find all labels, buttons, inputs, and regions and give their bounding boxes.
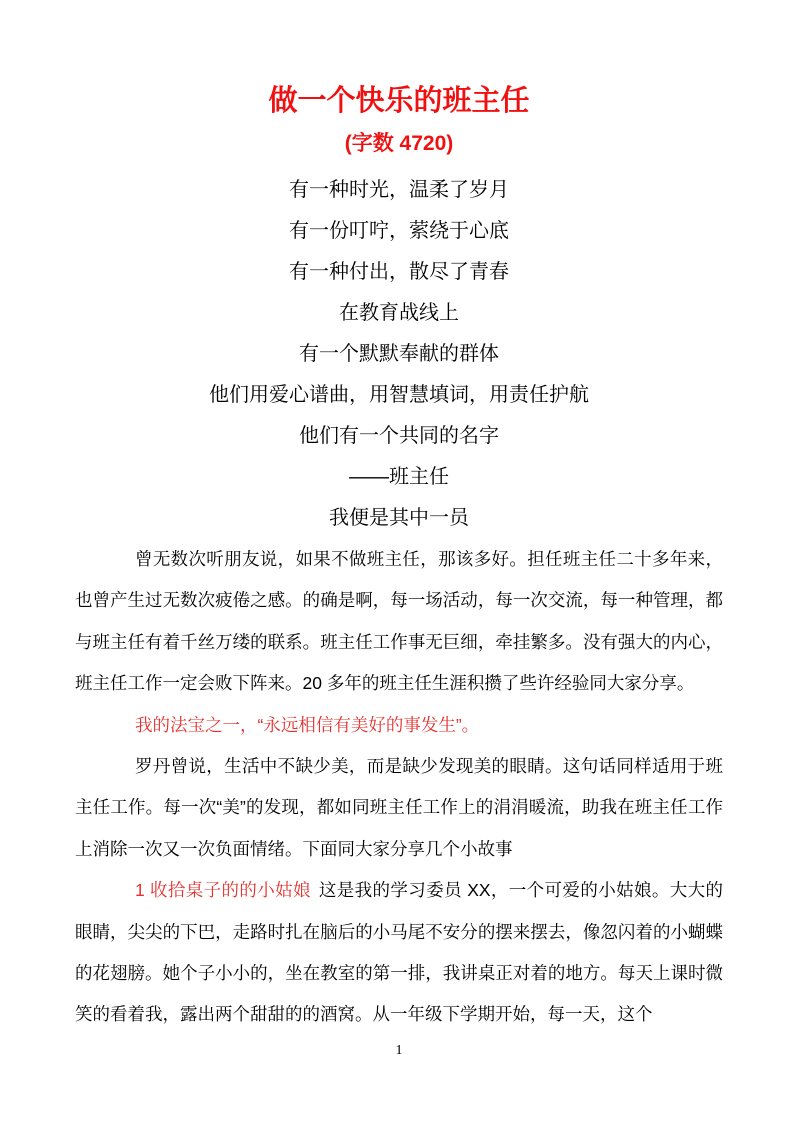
paragraph-motto: 我的法宝之一，“永远相信有美好的事发生”。	[135, 714, 480, 735]
paragraph-rodin: 罗丹曾说，生活中不缺少美，而是缺少发现美的眼睛。这句话同样适用于班主任工作。每一次“美”的发现，都如同班主任工作上的涓涓暖流，助我在班主任工作上消除一次又一次负面情绪。下面同大家分享几个小故事	[75, 756, 723, 859]
paragraph-intro: 曾无数次听朋友说，如果不做班主任，那该多好。担任班主任二十多年来，也曾产生过无数次疲倦之感。的确是啊，每一场活动，每一次交流，每一种管理，都与班主任有着千丝万缕的联系。班主任工作事无巨细，牵挂繁多。没有强大的内心，班主任工作一定会败下阵来。20 多年的班主任生涯积攒了些许经验同大家分享。	[75, 549, 723, 694]
document-title: 做一个快乐的班主任	[268, 85, 530, 117]
story1-text: 这是我的学习委员 XX，一个可爱的小姑娘。大大的眼睛，尖尖的下巴，走路时扎在脑后的小马尾不安分的摆来摆去，像忽闪着的小蝴蝶的花翅膀。她个子小小的，坐在教室的第一排，我讲桌正对着的地方。每天上课时微笑的看着我，露出两个甜甜的的酒窝。从一年级下学期开始，每一天，这个	[75, 880, 723, 1025]
verse-line: 他们用爱心谱曲，用智慧填词，用责任护航	[209, 384, 589, 406]
verse-section	[75, 170, 723, 539]
verse-line: 在教育战线上	[339, 302, 459, 324]
verse-line: 他们有一个共同的名字	[299, 425, 499, 447]
word-count-subtitle: (字数 4720)	[344, 132, 454, 155]
verse-line: 我便是其中一员	[329, 507, 469, 529]
verse-line: 有一个默默奉献的群体	[299, 343, 499, 365]
story1-heading: 1 收拾桌子的的小姑娘	[135, 880, 311, 901]
verse-line: 有一种付出，散尽了青春	[289, 261, 509, 283]
page-number: 1	[395, 1042, 403, 1058]
verse-line: ——班主任	[349, 466, 449, 488]
verse-line: 有一种时光，温柔了岁月	[289, 179, 509, 201]
verse-line: 有一份叮咛，萦绕于心底	[289, 220, 509, 242]
paragraph-story1	[75, 870, 723, 1036]
